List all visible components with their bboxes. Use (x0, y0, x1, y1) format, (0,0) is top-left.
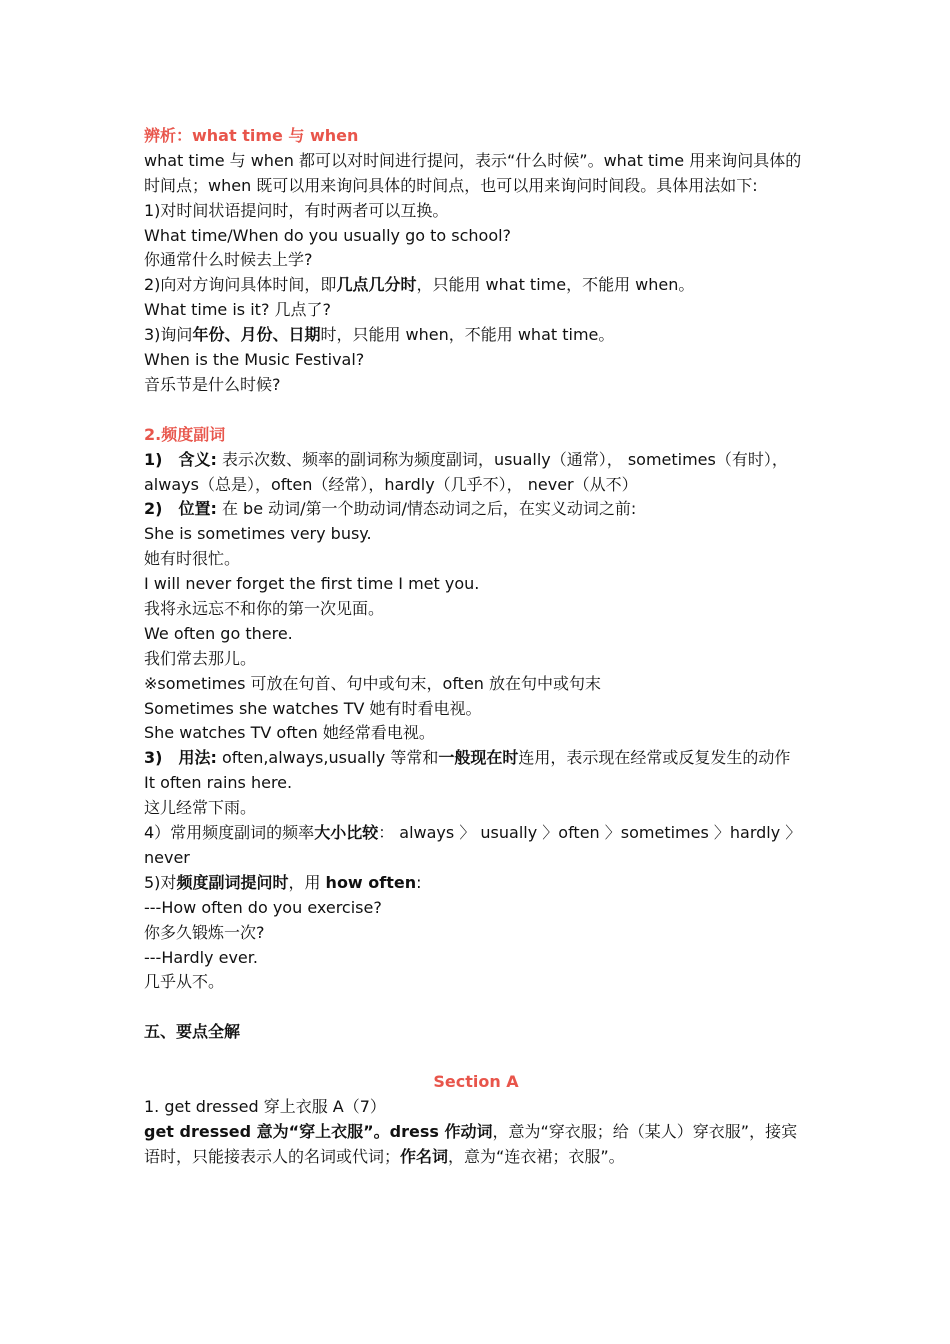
point-3-bold: 年份、月份、日期 (192, 325, 321, 345)
get-dressed-explanation (144, 1120, 808, 1170)
point-3-lead: 3)询问 (144, 325, 193, 345)
usage-text-lead: often,always,usually 等常和 (216, 748, 439, 768)
how-often-bold-2: how often (325, 872, 417, 892)
dialog-answer-translation: 几乎从不。 (144, 972, 225, 992)
usage-text-tail: 连用，表示现在经常或反复发生的动作 (518, 748, 791, 768)
translation-rains: 这儿经常下雨。 (144, 798, 257, 818)
spacer (144, 1045, 808, 1070)
explanation-bold-2: 作名词 (400, 1146, 449, 1166)
document-page (144, 124, 808, 1170)
note-placement: ※sometimes 可放在句首、句中或句末，often 放在句中或句末 (144, 673, 602, 693)
translation-busy: 她有时很忙。 (144, 549, 241, 569)
frequency-comparison (144, 821, 808, 871)
comparison-bold: 大小比较 (314, 823, 379, 843)
paragraph-intro: what time 与 when 都可以对时间进行提问，表示“什么时候”。what time 用来询问具体的时间点；when 既可以用来询问具体的时间点，也可以用来询问时间段。具体用法如下: (144, 150, 802, 195)
example-busy: She is sometimes very busy. (144, 524, 372, 544)
point-2 (144, 273, 808, 298)
point-3 (144, 323, 808, 348)
explanation-text-2: ，意为“连衣裙；衣服”。 (448, 1146, 625, 1166)
example-often-tv: She watches TV often 她经常看电视。 (144, 723, 435, 743)
example-rains: It often rains here. (144, 773, 293, 793)
point-3-tail: 时，只能用 when，不能用 what time。 (320, 325, 615, 345)
spacer (144, 995, 808, 1020)
position-label: 2) 位置: (144, 499, 217, 519)
dialog-answer: ---Hardly ever. (144, 947, 258, 967)
definition-text: 表示次数、频率的副词称为频度副词，usually（通常）， sometimes（有时），always（总是），often（经常），hardly（几乎不）， never（从不） (144, 449, 788, 494)
position-text: 在 be 动词/第一个助动词/情态动词之后，在实义动词之前: (216, 499, 637, 519)
definition-paragraph (144, 448, 808, 498)
translation-never-forget: 我将永远忘不和你的第一次见面。 (144, 598, 385, 618)
comparison-tail: ： always 〉 usually 〉often 〉sometimes 〉hardly 〉never (144, 823, 802, 867)
spacer (144, 398, 808, 423)
translation-3: 音乐节是什么时候? (144, 374, 281, 394)
how-often-rule (144, 871, 808, 896)
explanation-bold-1: get dressed 意为“穿上衣服”。dress 作动词 (144, 1121, 493, 1141)
example-3: When is the Music Festival? (144, 350, 365, 370)
section-a-title: Section A (433, 1071, 519, 1091)
definition-label: 1) 含义: (144, 449, 217, 469)
point-2-bold: 几点几分时 (336, 275, 417, 295)
position-paragraph (144, 497, 808, 522)
point-2-lead: 2)向对方询问具体时间，即 (144, 275, 337, 295)
how-often-lead: 5)对 (144, 872, 177, 892)
example-2: What time is it? 几点了? (144, 300, 332, 320)
how-often-mid: ，用 (288, 872, 326, 892)
section-heading-key-points: 五、要点全解 (144, 1022, 241, 1042)
usage-label: 3) 用法: (144, 748, 217, 768)
how-often-colon: : (416, 872, 422, 892)
example-never-forget: I will never forget the first time I met you. (144, 574, 480, 594)
dialog-question: ---How often do you exercise? (144, 897, 382, 917)
example-sometimes-tv: Sometimes she watches TV 她有时看电视。 (144, 698, 482, 718)
example-often-go: We often go there. (144, 623, 293, 643)
explanation-text-1: ，意为“穿衣服；给（某人）穿衣服”，接宾语时，只能接表示人的名词或代词； (144, 1121, 798, 1166)
item-get-dressed: 1. get dressed 穿上衣服 A（7） (144, 1096, 386, 1116)
example-1: What time/When do you usually go to school? (144, 225, 512, 245)
usage-paragraph (144, 746, 808, 771)
section-heading-frequency-adverbs: 2.频度副词 (144, 424, 226, 444)
section-heading-what-time-when: 辨析：what time 与 when (144, 126, 359, 145)
comparison-lead: 4）常用频度副词的频率 (144, 823, 315, 843)
point-1: 1)对时间状语提问时，有时两者可以互换。 (144, 200, 449, 220)
how-often-bold-1: 频度副词提问时 (176, 872, 289, 892)
translation-often-go: 我们常去那儿。 (144, 648, 257, 668)
usage-bold: 一般现在时 (438, 748, 519, 768)
point-2-tail: ，只能用 what time，不能用 when。 (416, 275, 695, 295)
dialog-question-translation: 你多久锻炼一次? (144, 922, 265, 942)
translation-1: 你通常什么时候去上学? (144, 250, 313, 270)
